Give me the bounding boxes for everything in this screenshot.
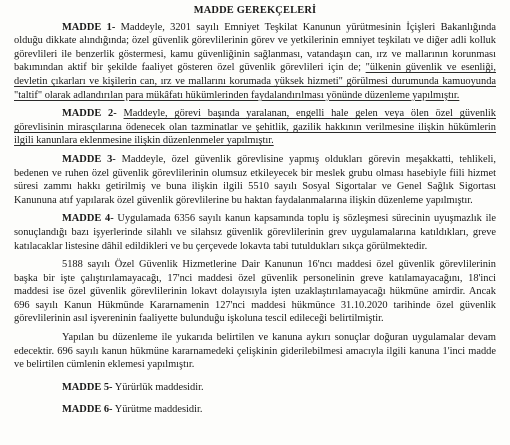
madde-1-underlined-text: "ülkenin güvenlik ve esenliği, devletin çıkarları ve kişilerin can, ırz ve mallarını korumada yüksek hizmeti" görülmesi durumunda kamuoyunda "taltif" olarak adlandırılan para mükâfatı hükümlerinden faydalandırılması yönünde düzenleme yapılmıştır. xyxy=(14,62,497,101)
madde-4-continuation-text: 5188 sayılı Özel Güvenlik Hizmetlerine Dair Kanunun 16'ncı maddesi özel güvenlik görevlilerinin başka bir işte çalıştırılamayacağı, 17'nci maddesi özel güvenlik personelinin greve katılamayacağını, 18'inci maddesi ise özel güvenlik görevlilerinin lokavt dolayısıyla işten uzaklaştırılamayacağı hükmüne amirdir. Ancak 696 sayılı Kanun Hükmünde Kararnamenin 127'nci maddesi hükmünce 31.10.2020 tarihinde özel güvenlik görevlilerinin asıl işvereninin faaliyette bulunduğu işkoluna tescil edileceği belirtilmiştir. xyxy=(14,259,496,325)
madde-4-continuation-paragraph xyxy=(14,258,496,326)
madde-4-paragraph xyxy=(14,212,496,253)
madde-4-text: Uygulamada 6356 sayılı kanun kapsamında toplu iş sözleşmesi sürecinin uyuşmazlık ile sonuçlandığı bazı işyerlerinde silahlı ve silahsız güvenlik görevlilerinin grev uygulamalarına katıldıkları, greve katılacaklar listesine dâhil edildikleri ve bu çerçevede lokavta tabi tutuldukları sıkça görülmektedir. xyxy=(14,213,496,252)
madde-1-paragraph xyxy=(14,21,496,103)
madde-1-label: MADDE 1- xyxy=(62,21,116,33)
madde-2-label: MADDE 2- xyxy=(62,108,117,120)
page-title: MADDE GEREKÇELERİ xyxy=(193,5,317,16)
madde-2-text-lead xyxy=(117,108,124,119)
madde-2-paragraph xyxy=(14,107,496,148)
closing-paragraph xyxy=(14,331,496,372)
madde-4-label: MADDE 4- xyxy=(62,213,114,225)
closing-text: Yapılan bu düzenleme ile yukarıda belirtilen ve kanuna aykırı sonuçlar doğuran uygulamalar devam edecektir. 696 sayılı kanun hükmüne kararnamedeki çelişkinin giderilebilmesi amacıyla ilgili kanuna 1'inci madde ve belirtilen cümlenin eklemesi yapılmıştır. xyxy=(14,332,496,371)
madde-6-label: MADDE 6- xyxy=(62,404,113,416)
madde-5-text: Yürürlük maddesidir. xyxy=(112,381,204,393)
madde-1-text: Maddeyle, 3201 sayılı Emniyet Teşkilat Kanunun yürütmesinin İçişleri Bakanlığında olduğu dikkate alındığında; özel güvenlik görevlilerinin görev ve yetkilerinin emniyet teşkilatı ve diğer adli kolluk görevlileri ile benzerlik göstermesi, kamu güvenliğinin sağlanması, vatandaşın can, ırz ve mallarının korunması bakımından aktif bir şekilde faaliyet gösteren özel güvenlik görevlileri için de; xyxy=(14,21,496,74)
madde-3-text: Maddeyle, özel güvenlik görevlisine yapmış oldukları görevin meşakkatti, tehlikeli, bedenen ve ruhen özel güvenlik görevlilerinin olumsuz etkileyecek bir meslek grubu olması hasebiyle fiili hizmet süresi zammı hakkı getirilmiş ve buna ilişkin ilgili 5510 sayılı Sosyal Sigortalar ve Genel Sağlık Sigortası Kanununa atıf yapılarak özel güvenlik görevlilerine bu haktan faydalanmalarına ilişkin düzenleme yapılmıştır. xyxy=(14,153,496,206)
madde-5-label: MADDE 5- xyxy=(62,381,113,393)
madde-5-paragraph xyxy=(14,381,496,395)
madde-6-text: Yürütme maddesidir. xyxy=(112,404,203,416)
madde-6-paragraph xyxy=(14,403,496,417)
madde-3-paragraph xyxy=(14,153,496,207)
madde-2-underlined-text: Maddeyle, görevi başında yaralanan, engelli hale gelen veya ölen özel güvenlik görevlisinin mirasçılarına ödenecek olan tazminatlar ve şehitlik, gazilik hakkının verilmesine ilişkin hükümlerin ilgili kanunlara eklenmesine ilişkin düzenlenmeler yapılmıştır. xyxy=(14,108,497,147)
madde-3-label: MADDE 3- xyxy=(62,153,116,165)
